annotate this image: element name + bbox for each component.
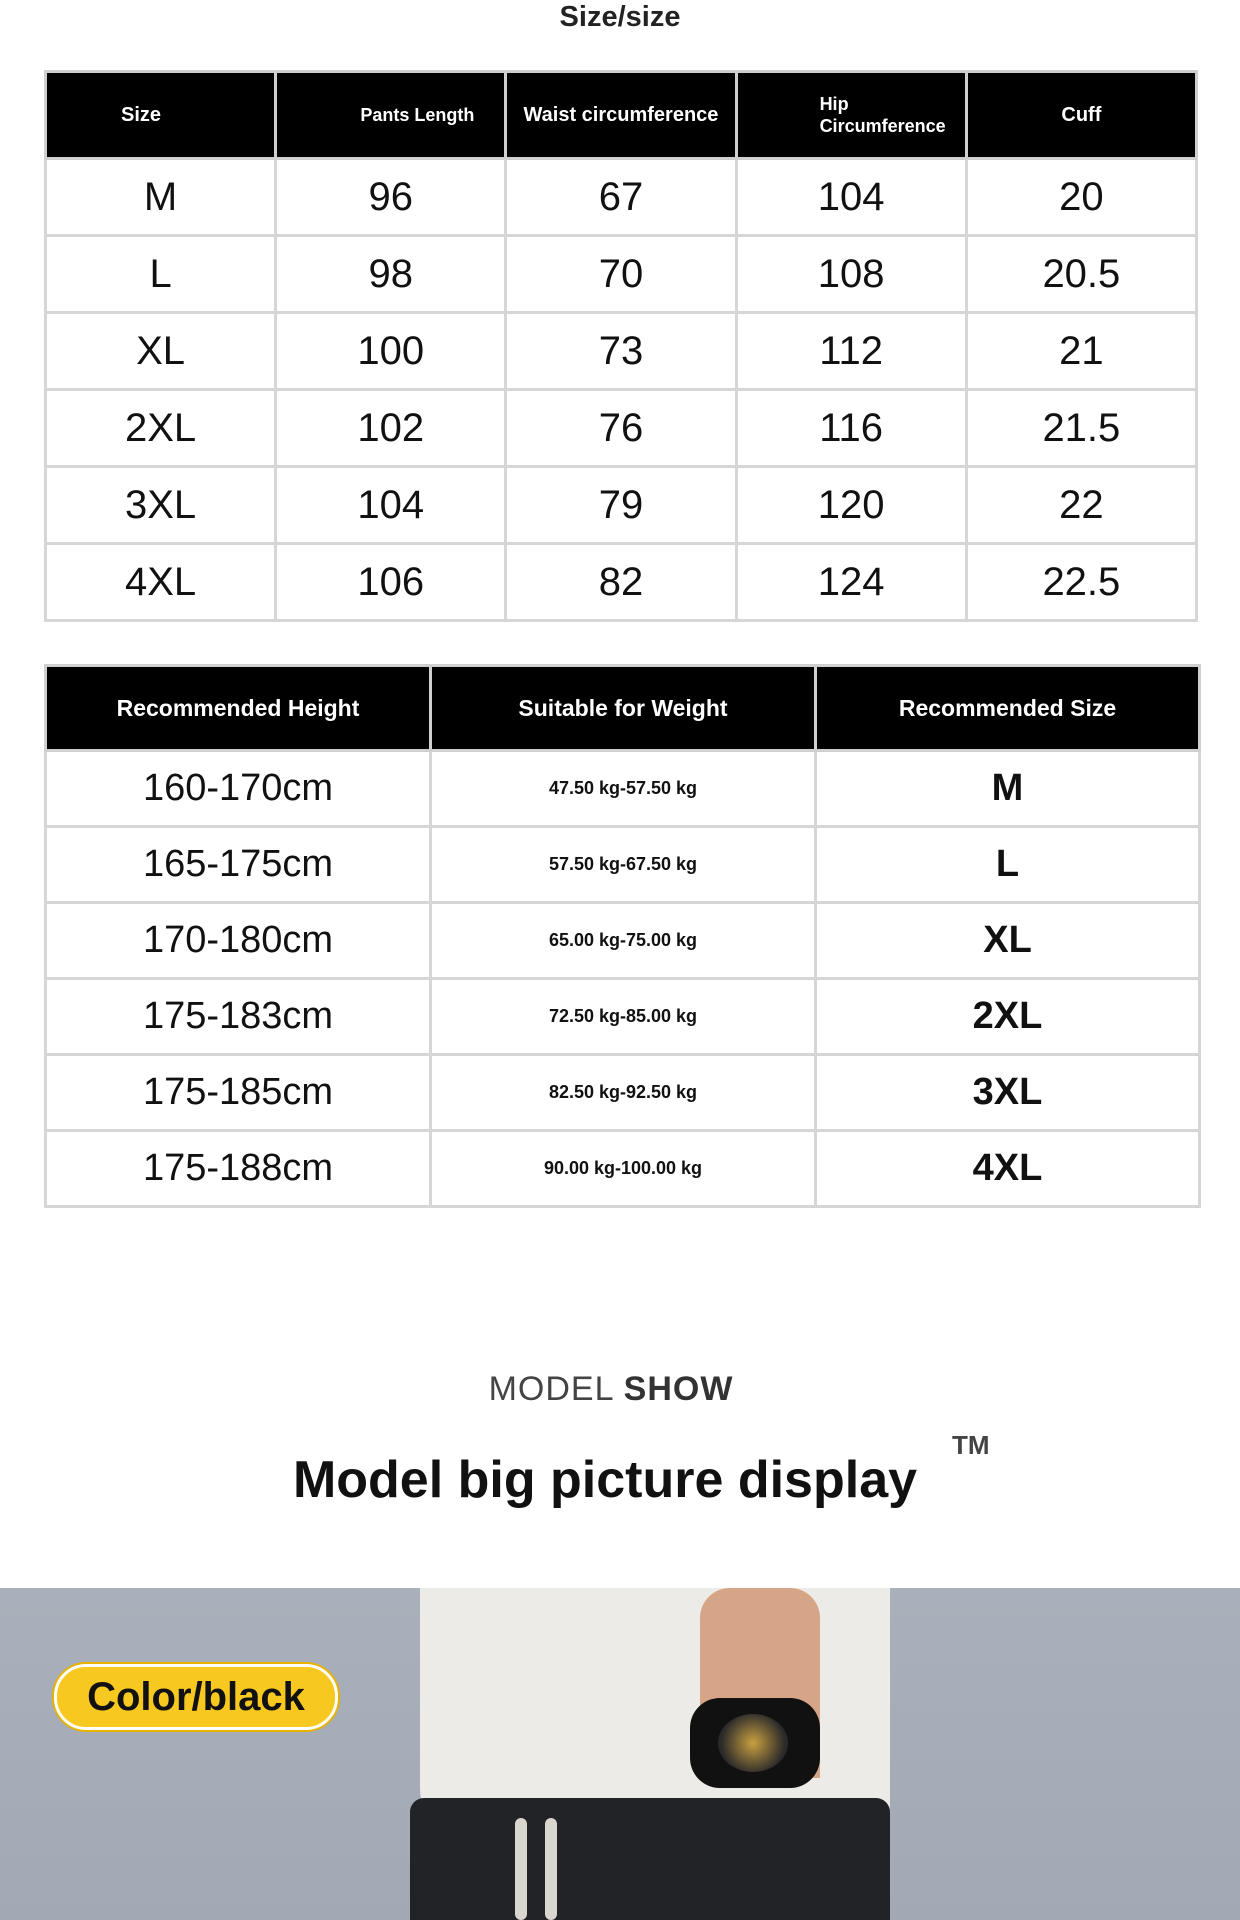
watch-face (718, 1714, 788, 1772)
recommendation-cell: 90.00 kg-100.00 kg (431, 1131, 816, 1207)
header-pants-length: Pants Length (276, 72, 506, 159)
size-cell: 21.5 (966, 390, 1196, 467)
header-cuff: Cuff (966, 72, 1196, 159)
size-cell: 108 (736, 236, 966, 313)
size-cell: 106 (276, 544, 506, 621)
recommendation-row (46, 1131, 1200, 1207)
size-cell: 96 (276, 159, 506, 236)
recommendation-cell: 3XL (816, 1055, 1200, 1131)
size-cell: 21 (966, 313, 1196, 390)
size-cell: 3XL (46, 467, 276, 544)
drawstring-left (515, 1818, 527, 1920)
header-suitable-weight: Suitable for Weight (431, 666, 816, 751)
model-show-heading (0, 1370, 1222, 1409)
page-title: Size/size (559, 1, 681, 33)
size-cell: 70 (506, 236, 736, 313)
size-table (44, 70, 1198, 622)
recommendation-cell: 170-180cm (46, 903, 431, 979)
recommendation-cell: 160-170cm (46, 751, 431, 827)
size-cell: XL (46, 313, 276, 390)
size-cell: 116 (736, 390, 966, 467)
recommendation-cell: 165-175cm (46, 827, 431, 903)
model-show-light: MODEL (488, 1370, 624, 1408)
model-display-title: Model big picture display (292, 1451, 918, 1509)
size-cell: M (46, 159, 276, 236)
recommendation-row (46, 751, 1200, 827)
size-cell: 20.5 (966, 236, 1196, 313)
size-row (46, 313, 1197, 390)
header-hip (736, 72, 966, 159)
size-cell: 4XL (46, 544, 276, 621)
recommendation-row (46, 1055, 1200, 1131)
size-cell: 79 (506, 467, 736, 544)
size-cell: 120 (736, 467, 966, 544)
size-row (46, 390, 1197, 467)
model-photo (0, 1588, 1240, 1920)
size-row (46, 159, 1197, 236)
recommendation-row (46, 903, 1200, 979)
recommendation-row (46, 827, 1200, 903)
size-cell: 76 (506, 390, 736, 467)
size-cell: 98 (276, 236, 506, 313)
color-badge: Color/black (54, 1664, 338, 1730)
header-waist: Waist circumference (506, 72, 736, 159)
size-row (46, 467, 1197, 544)
recommendation-row (46, 979, 1200, 1055)
recommendation-cell: 175-183cm (46, 979, 431, 1055)
model-pants (410, 1798, 890, 1920)
size-cell: 104 (276, 467, 506, 544)
model-show-bold: SHOW (623, 1370, 734, 1408)
recommendation-cell: 82.50 kg-92.50 kg (431, 1055, 816, 1131)
recommendation-cell: M (816, 751, 1200, 827)
recommendation-cell: 175-185cm (46, 1055, 431, 1131)
recommendation-cell: 57.50 kg-67.50 kg (431, 827, 816, 903)
size-cell: 73 (506, 313, 736, 390)
size-cell: 22 (966, 467, 1196, 544)
size-row (46, 544, 1197, 621)
recommendation-table (44, 664, 1201, 1208)
size-table-header-row (46, 72, 1197, 159)
size-cell: L (46, 236, 276, 313)
size-cell: 20 (966, 159, 1196, 236)
drawstring-right (545, 1818, 557, 1920)
size-cell: 2XL (46, 390, 276, 467)
size-cell: 112 (736, 313, 966, 390)
header-recommended-height: Recommended Height (46, 666, 431, 751)
size-cell: 82 (506, 544, 736, 621)
recommendation-cell: 2XL (816, 979, 1200, 1055)
size-cell: 67 (506, 159, 736, 236)
recommendation-cell: XL (816, 903, 1200, 979)
size-cell: 124 (736, 544, 966, 621)
recommendation-cell: 4XL (816, 1131, 1200, 1207)
header-recommended-size: Recommended Size (816, 666, 1200, 751)
size-cell: 104 (736, 159, 966, 236)
header-hip-label: Hip Circumference (819, 94, 946, 136)
recommendation-cell: 175-188cm (46, 1131, 431, 1207)
recommendation-cell: 72.50 kg-85.00 kg (431, 979, 816, 1055)
watch-icon (690, 1698, 820, 1788)
header-size: Size (46, 72, 276, 159)
size-cell: 102 (276, 390, 506, 467)
size-cell: 100 (276, 313, 506, 390)
recommendation-cell: L (816, 827, 1200, 903)
recommendation-cell: 65.00 kg-75.00 kg (431, 903, 816, 979)
size-row (46, 236, 1197, 313)
size-cell: 22.5 (966, 544, 1196, 621)
recommendation-header-row (46, 666, 1200, 751)
trademark-mark: TM (952, 1430, 990, 1460)
recommendation-cell: 47.50 kg-57.50 kg (431, 751, 816, 827)
